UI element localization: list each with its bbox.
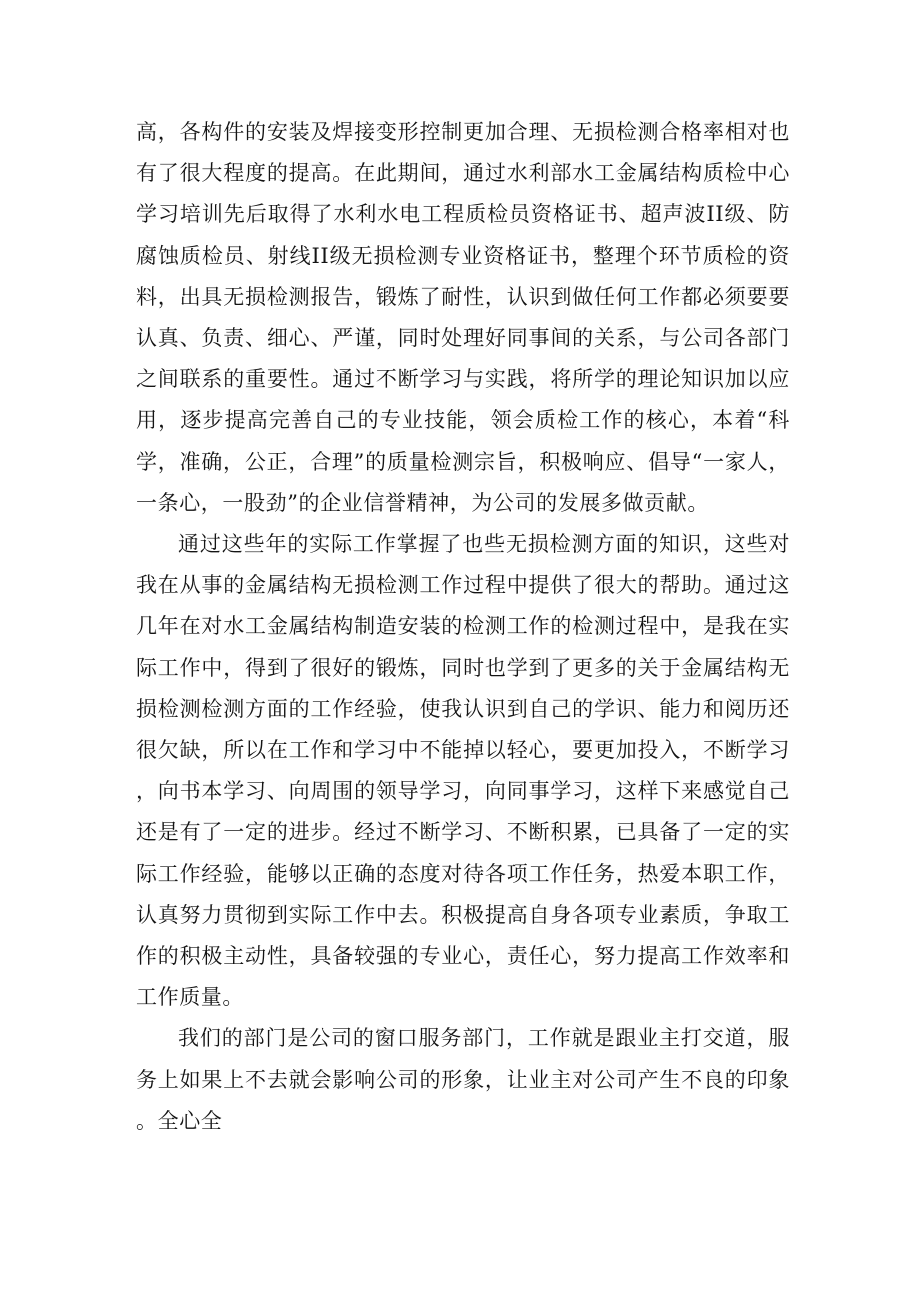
paragraph-service-department: 我们的部门是公司的窗口服务部门，工作就是跟业主打交道，服务上如果上不去就会影响公司的形象，让业主对公司产生不良的印象。全心全	[136, 1026, 790, 1133]
document-body	[136, 112, 790, 1142]
paragraph-ndt-work-experience: 通过这些年的实际工作掌握了也些无损检测方面的知识，这些对我在从事的金属结构无损检测工作过程中提供了很大的帮助。通过这几年在对水工金属结构制造安装的检测工作的检测过程中，是我在实际工作中，得到了很好的锻炼，同时也学到了更多的关于金属结构无损检测检测方面的工作经验，使我认识到自己的学识、能力和阅历还很欠缺，所以在工作和学习中不能掉以轻心，要更加投入，不断学习，向书本学习、向周围的领导学习，向同事学习，这样下来感觉自己还是有了一定的进步。经过不断学习、不断积累，已具备了一定的实际工作经验，能够以正确的态度对待各项工作任务，热爱本职工作，认真努力贯彻到实际工作中去。积极提高自身各项专业素质，争取工作的积极主动性，具备较强的专业心，责任心，努力提高工作效率和工作质量。	[136, 532, 790, 1010]
paragraph-quality-inspection-experience: 高，各构件的安装及焊接变形控制更加合理、无损检测合格率相对也有了很大程度的提高。在此期间，通过水利部水工金属结构质检中心学习培训先后取得了水利水电工程质检员资格证书、超声波II级、防腐蚀质检员、射线II级无损检测专业资格证书，整理个环节质检的资料，出具无损检测报告，锻炼了耐性，认识到做任何工作都必须要要认真、负责、细心、严谨，同时处理好同事间的关系，与公司各部门之间联系的重要性。通过不断学习与实践，将所学的理论知识加以应用，逐步提高完善自己的专业技能，领会质检工作的核心，本着“科学，准确，公正，合理”的质量检测宗旨，积极响应、倡导“一家人，一条心，一股劲”的企业信誉精神，为公司的发展多做贡献。	[136, 120, 790, 515]
